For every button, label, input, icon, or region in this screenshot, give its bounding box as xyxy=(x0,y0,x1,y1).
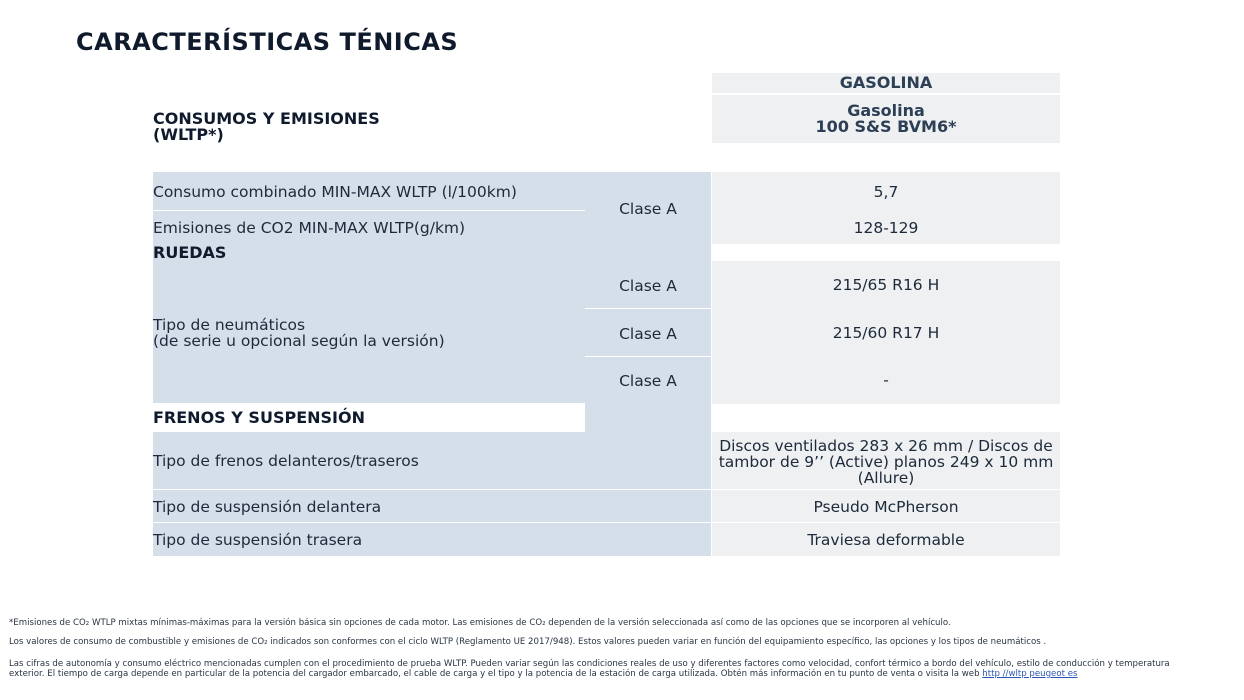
divider xyxy=(153,489,1060,490)
section-frenos: FRENOS Y SUSPENSIÓN xyxy=(153,408,365,427)
neumaticos-label: Tipo de neumáticos (de serie u opcional según la versión) xyxy=(153,316,445,350)
consumo-label: Consumo combinado MIN-MAX WLTP (l/100km) xyxy=(153,183,517,201)
emisiones-label: Emisiones de CO2 MIN-MAX WLTP(g/km) xyxy=(153,219,466,237)
neumatico-clase-3: Clase A xyxy=(619,372,677,390)
consumo-clase: Clase A xyxy=(619,200,677,218)
consumo-value: 5,7 xyxy=(873,183,899,201)
divider xyxy=(153,210,585,211)
frenos-label: Tipo de frenos delanteros/traseros xyxy=(153,452,419,470)
neumatico-value-2: 215/60 R17 H xyxy=(832,324,940,342)
susp-trasera-value: Traviesa deformable xyxy=(807,531,965,549)
neumatico-clase-1: Clase A xyxy=(619,277,677,295)
susp-trasera-label: Tipo de suspensión trasera xyxy=(153,531,363,549)
divider xyxy=(153,522,1060,523)
footnote-3b-text: exterior. El tiempo de carga depende en particular de la potencia del cargador embarcado, el cable de carga y el tipo y la potencia de la estación de carga utilizada. Obtén más información en tu punto de venta o visita la web xyxy=(9,669,983,679)
section-ruedas: RUEDAS xyxy=(153,243,227,262)
wltp-link[interactable]: http //wltp peugeot es xyxy=(982,669,1078,679)
emisiones-value: 128-129 xyxy=(853,219,919,237)
footnote-3b xyxy=(9,669,1077,679)
neumatico-clase-2: Clase A xyxy=(619,325,677,343)
divider xyxy=(153,403,585,404)
neumatico-value-3: - xyxy=(883,371,889,389)
footnote-1: *Emisiones de CO₂ WTLP mixtas mínimas-máximas para la versión básica sin opciones de cada motor. Las emisiones de CO₂ dependen de la versión seleccionada así como de las opciones que se incorporen al vehículo. xyxy=(9,618,951,628)
page-title: CARACTERÍSTICAS TÉNICAS xyxy=(76,28,459,56)
divider xyxy=(585,356,711,357)
susp-delantera-value: Pseudo McPherson xyxy=(813,498,959,516)
footnote-3a: Las cifras de autonomía y consumo eléctrico mencionadas cumplen con el procedimiento de prueba WLTP. Pueden variar según las condiciones reales de uso y diferentes factores como velocidad, confort térmico a bordo del vehículo, estilo de conducción y temperatura xyxy=(9,659,1170,669)
engine-header: Gasolina 100 S&S BVM6* xyxy=(815,101,957,136)
frenos-value: Discos ventilados 283 x 26 mm / Discos de tambor de 9’’ (Active) planos 249 x 10 mm (Allure) xyxy=(718,437,1054,487)
divider xyxy=(585,308,711,309)
footnote-2: Los valores de consumo de combustible y emisiones de CO₂ indicados son conformes con el ciclo WLTP (Reglamento UE 2017/948). Estos valores pueden variar en función del equipamiento específico, las opciones y los tipos de neumáticos . xyxy=(9,637,1047,647)
fuel-type-header: GASOLINA xyxy=(839,73,933,92)
section-consumos: CONSUMOS Y EMISIONES (WLTP*) xyxy=(153,109,380,144)
neumatico-value-1: 215/65 R16 H xyxy=(832,276,940,294)
susp-delantera-label: Tipo de suspensión delantera xyxy=(153,498,382,516)
